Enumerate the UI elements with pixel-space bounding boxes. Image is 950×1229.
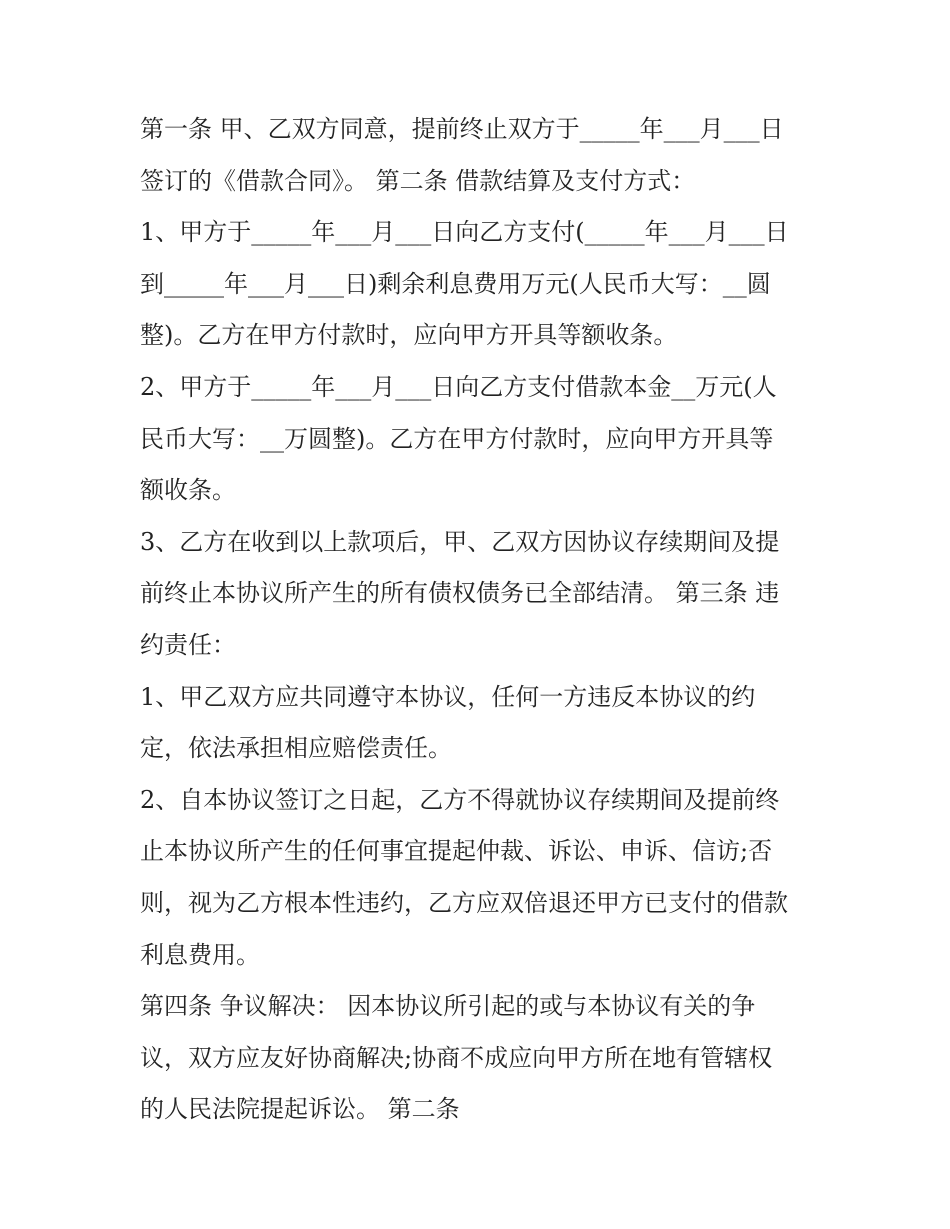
text-line: 议，双方应友好协商解决;协商不成应向甲方所在地有管辖权 <box>140 1043 773 1072</box>
text-line: 1、甲方于_____年___月___日向乙方支付(_____年___月___日 <box>140 218 789 247</box>
text-line: 约责任： <box>140 630 236 659</box>
text-line: 3、乙方在收到以上款项后，甲、乙双方因协议存续期间及提 <box>140 527 780 556</box>
text-line: 签订的《借款合同》。 第二条 借款结算及支付方式： <box>140 166 696 195</box>
agreement-text <box>140 104 820 1136</box>
text-line: 定，依法承担相应赔偿责任。 <box>140 734 452 763</box>
text-line: 2、自本协议签订之日起，乙方不得就协议存续期间及提前终 <box>140 785 780 814</box>
text-line: 整)。乙方在甲方付款时，应向甲方开具等额收条。 <box>140 321 678 350</box>
text-line: 到_____年___月___日)剩余利息费用万元(人民币大写：__圆 <box>140 269 771 298</box>
text-line: 第一条 甲、乙双方同意，提前终止双方于_____年___月___日 <box>140 115 784 143</box>
text-line: 利息费用。 <box>140 940 260 969</box>
text-line: 则，视为乙方根本性违约，乙方应双倍退还甲方已支付的借款 <box>140 888 788 917</box>
text-line: 额收条。 <box>140 476 236 505</box>
text-line: 2、甲方于_____年___月___日向乙方支付借款本金__万元(人 <box>140 372 777 401</box>
text-line: 止本协议所产生的任何事宜提起仲裁、诉讼、申诉、信访;否 <box>140 837 773 866</box>
text-line: 第四条 争议解决： 因本协议所引起的或与本协议有关的争 <box>140 992 756 1021</box>
text-line: 民币大写：__万圆整)。乙方在甲方付款时，应向甲方开具等 <box>140 424 774 453</box>
text-line: 1、甲乙双方应共同遵守本协议，任何一方违反本协议的约 <box>140 682 756 711</box>
text-line: 前终止本协议所产生的所有债权债务已全部结清。 第三条 违 <box>140 579 780 608</box>
text-line: 的人民法院提起诉讼。 第二条 <box>140 1095 460 1124</box>
